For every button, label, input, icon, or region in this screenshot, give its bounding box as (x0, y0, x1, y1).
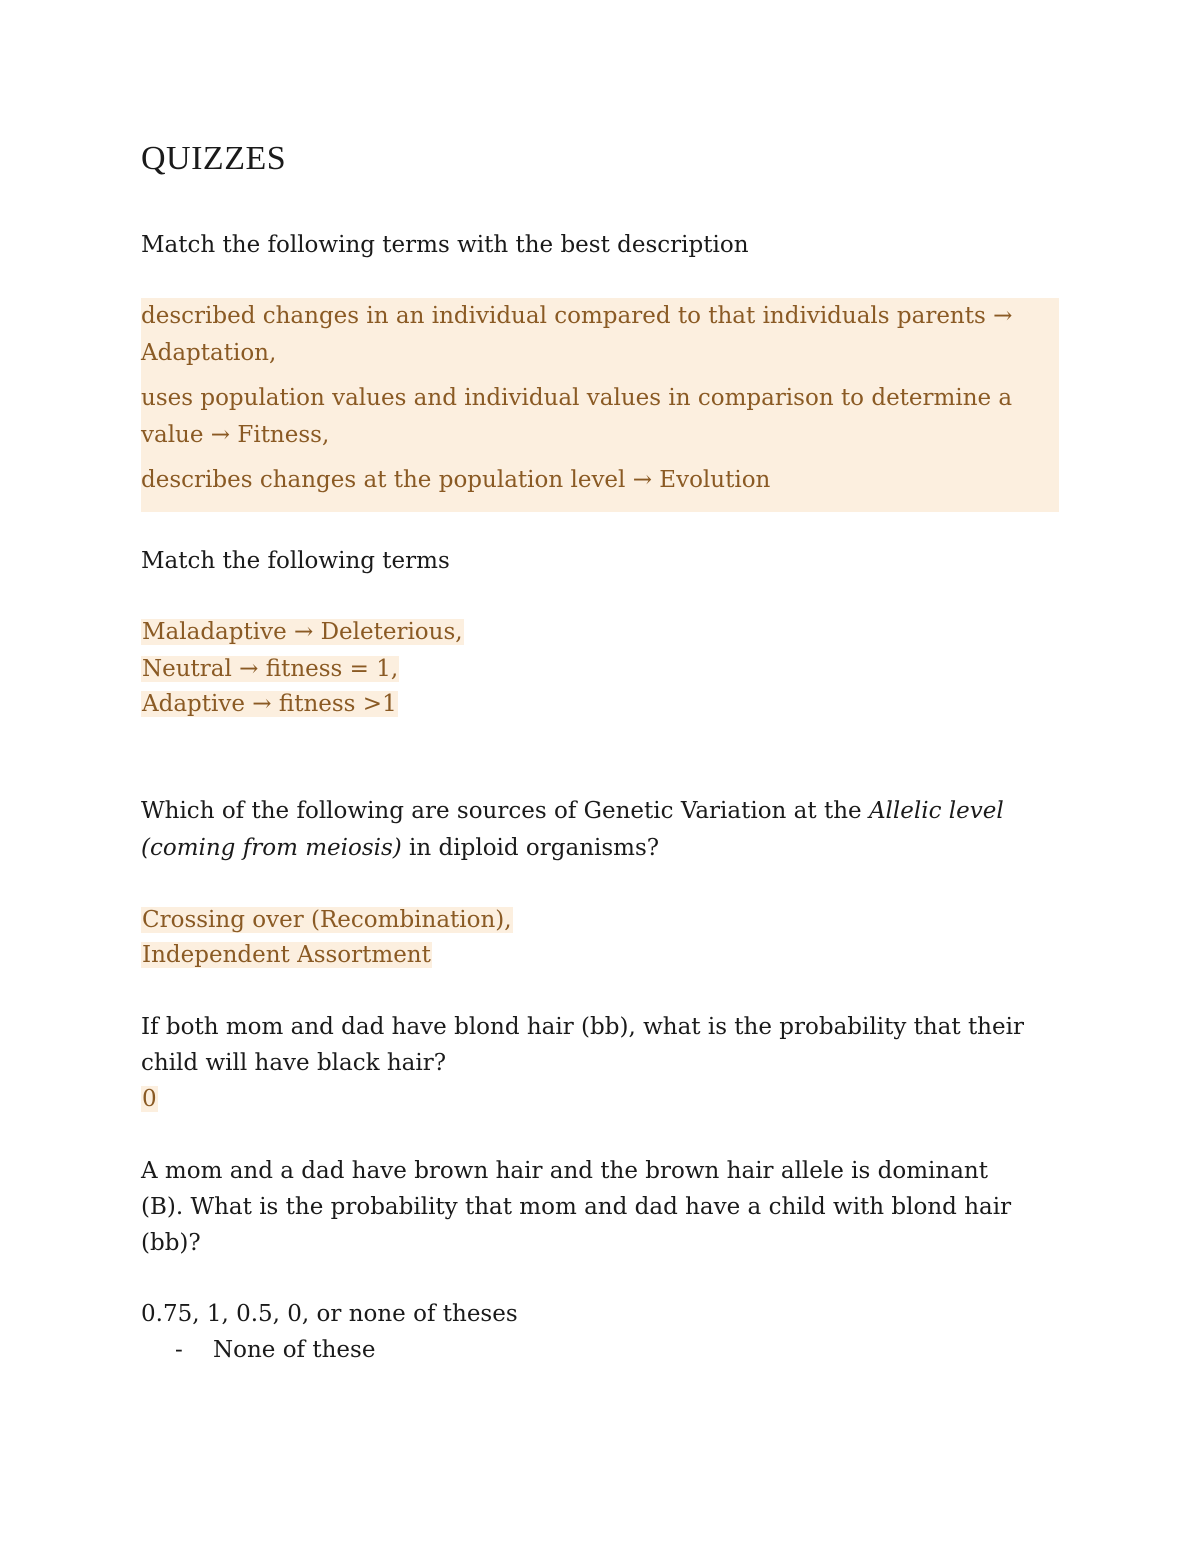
q1-prompt: Match the following terms with the best description (141, 232, 749, 258)
q1-answer-2-line-1: uses population values and individual values in comparison to determine a (141, 385, 1013, 411)
page-title: QUIZZES (141, 140, 287, 177)
q2-answer-3: Adaptive → fitness >1 (142, 691, 397, 717)
q3-prompt-line-1 (141, 793, 1004, 829)
q2-answer-2: Neutral → fitness = 1, (142, 656, 399, 682)
q1-answer-2-line-2: value → Fitness, (141, 422, 330, 448)
q5-prompt-line-2: (B). What is the probability that mom and dad have a child with blond hair (141, 1194, 1012, 1220)
q3-prompt-italic-2: (coming from meiosis) (141, 835, 402, 861)
q3-prompt-text-2: in diploid organisms? (401, 835, 660, 861)
q1-answer-1-line-2: Adaptation, (141, 340, 277, 366)
q2-answer-1: Maladaptive → Deleterious, (142, 619, 463, 645)
q5-prompt-line-1: A mom and a dad have brown hair and the brown hair allele is dominant (141, 1158, 988, 1184)
q3-prompt-text: Which of the following are sources of Genetic Variation at the (141, 798, 869, 824)
q5-answer: None of these (213, 1337, 376, 1363)
q4-prompt-line-2: child will have black hair? (141, 1050, 447, 1076)
q3-prompt-line-2 (141, 830, 659, 866)
q3-prompt-italic-1: Allelic level (868, 798, 1004, 824)
q4-answer: 0 (142, 1086, 157, 1112)
q3-answer-2: Independent Assortment (142, 942, 431, 968)
q1-answer-3: describes changes at the population level → Evolution (141, 467, 771, 493)
q5-answer-bullet (175, 1332, 375, 1368)
q5-prompt-line-3: (bb)? (141, 1230, 201, 1256)
q2-prompt: Match the following terms (141, 548, 450, 574)
q1-answer-1-line-1: described changes in an individual compared to that individuals parents → (141, 303, 1013, 329)
q5-options: 0.75, 1, 0.5, 0, or none of theses (141, 1301, 518, 1327)
q4-prompt-line-1: If both mom and dad have blond hair (bb), what is the probability that their (141, 1014, 1024, 1040)
bullet-dash: - (175, 1337, 183, 1363)
q3-answer-1: Crossing over (Recombination), (142, 907, 512, 933)
